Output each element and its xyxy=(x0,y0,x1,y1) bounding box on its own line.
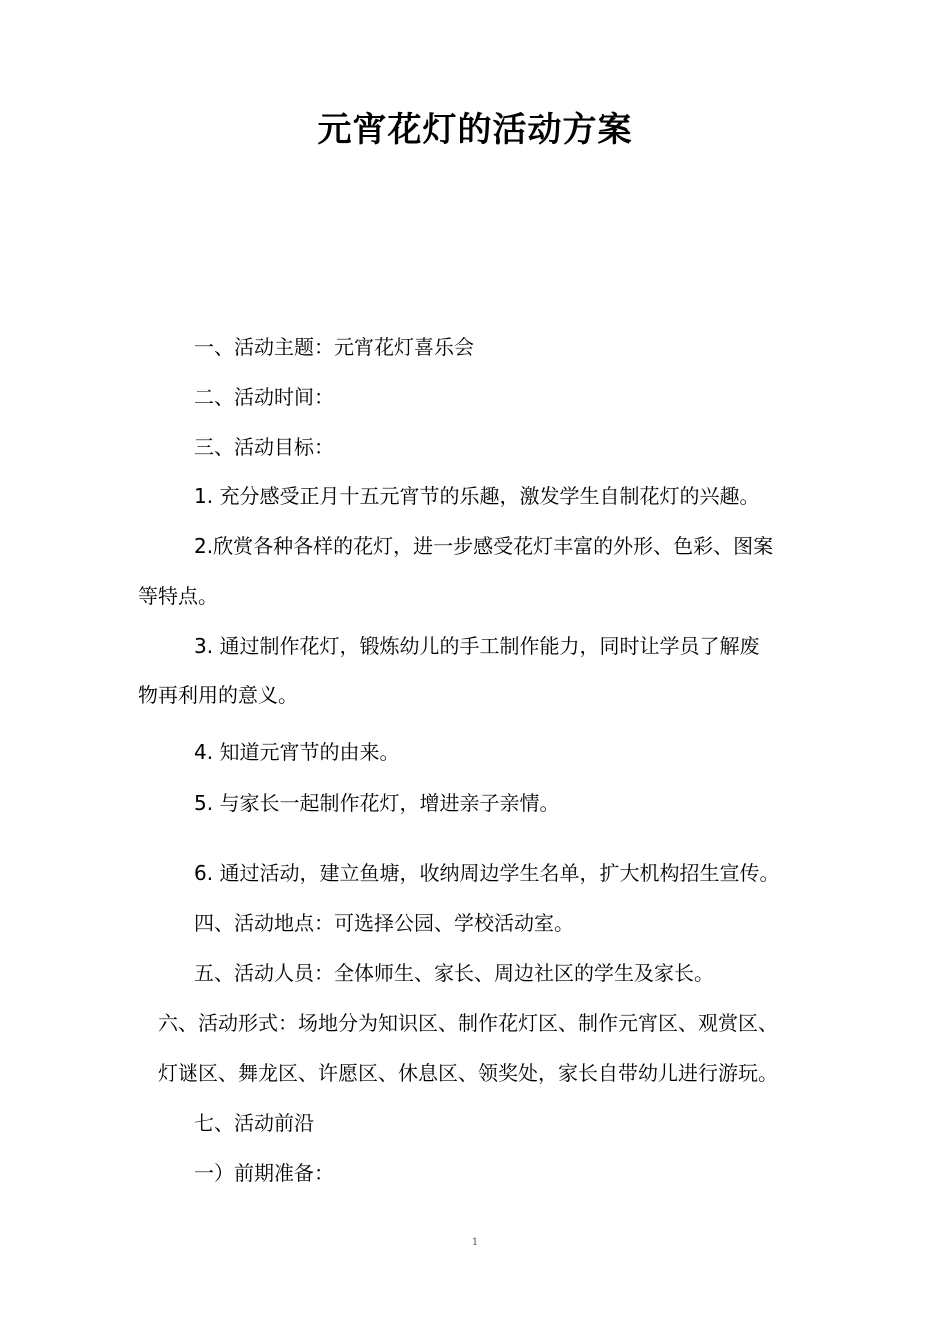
line-theme: 一、活动主题：元宵花灯喜乐会 xyxy=(194,335,474,359)
line-goal-3-cont: 物再利用的意义。 xyxy=(138,683,298,707)
line-location: 四、活动地点：可选择公园、学校活动室。 xyxy=(194,911,574,935)
line-goal-3: 3. 通过制作花灯，锻炼幼儿的手工制作能力，同时让学员了解废 xyxy=(194,634,760,658)
line-participants: 五、活动人员：全体师生、家长、周边社区的学生及家长。 xyxy=(194,961,714,985)
line-goal-1: 1. 充分感受正月十五元宵节的乐趣，激发学生自制花灯的兴趣。 xyxy=(194,484,760,508)
line-goal-5: 5. 与家长一起制作花灯，增进亲子亲情。 xyxy=(194,791,560,815)
line-goal-6: 6. 通过活动，建立鱼塘，收纳周边学生名单，扩大机构招生宣传。 xyxy=(194,861,780,885)
line-goals-heading: 三、活动目标： xyxy=(194,435,334,459)
line-format-cont: 灯谜区、舞龙区、许愿区、休息区、领奖处，家长自带幼儿进行游玩。 xyxy=(158,1061,778,1085)
line-time: 二、活动时间： xyxy=(194,385,334,409)
line-goal-2-cont: 等特点。 xyxy=(138,584,218,608)
line-goal-2: 2.欣赏各种各样的花灯，进一步感受花灯丰富的外形、色彩、图案 xyxy=(194,534,774,558)
page-number: 1 xyxy=(471,1237,479,1248)
document-title: 元宵花灯的活动方案 xyxy=(317,110,633,150)
line-goal-4: 4. 知道元宵节的由来。 xyxy=(194,740,400,764)
line-early-prep: 一）前期准备： xyxy=(194,1161,334,1185)
line-preparation-heading: 七、活动前沿 xyxy=(194,1111,314,1135)
line-format: 六、活动形式：场地分为知识区、制作花灯区、制作元宵区、观赏区、 xyxy=(158,1011,778,1035)
